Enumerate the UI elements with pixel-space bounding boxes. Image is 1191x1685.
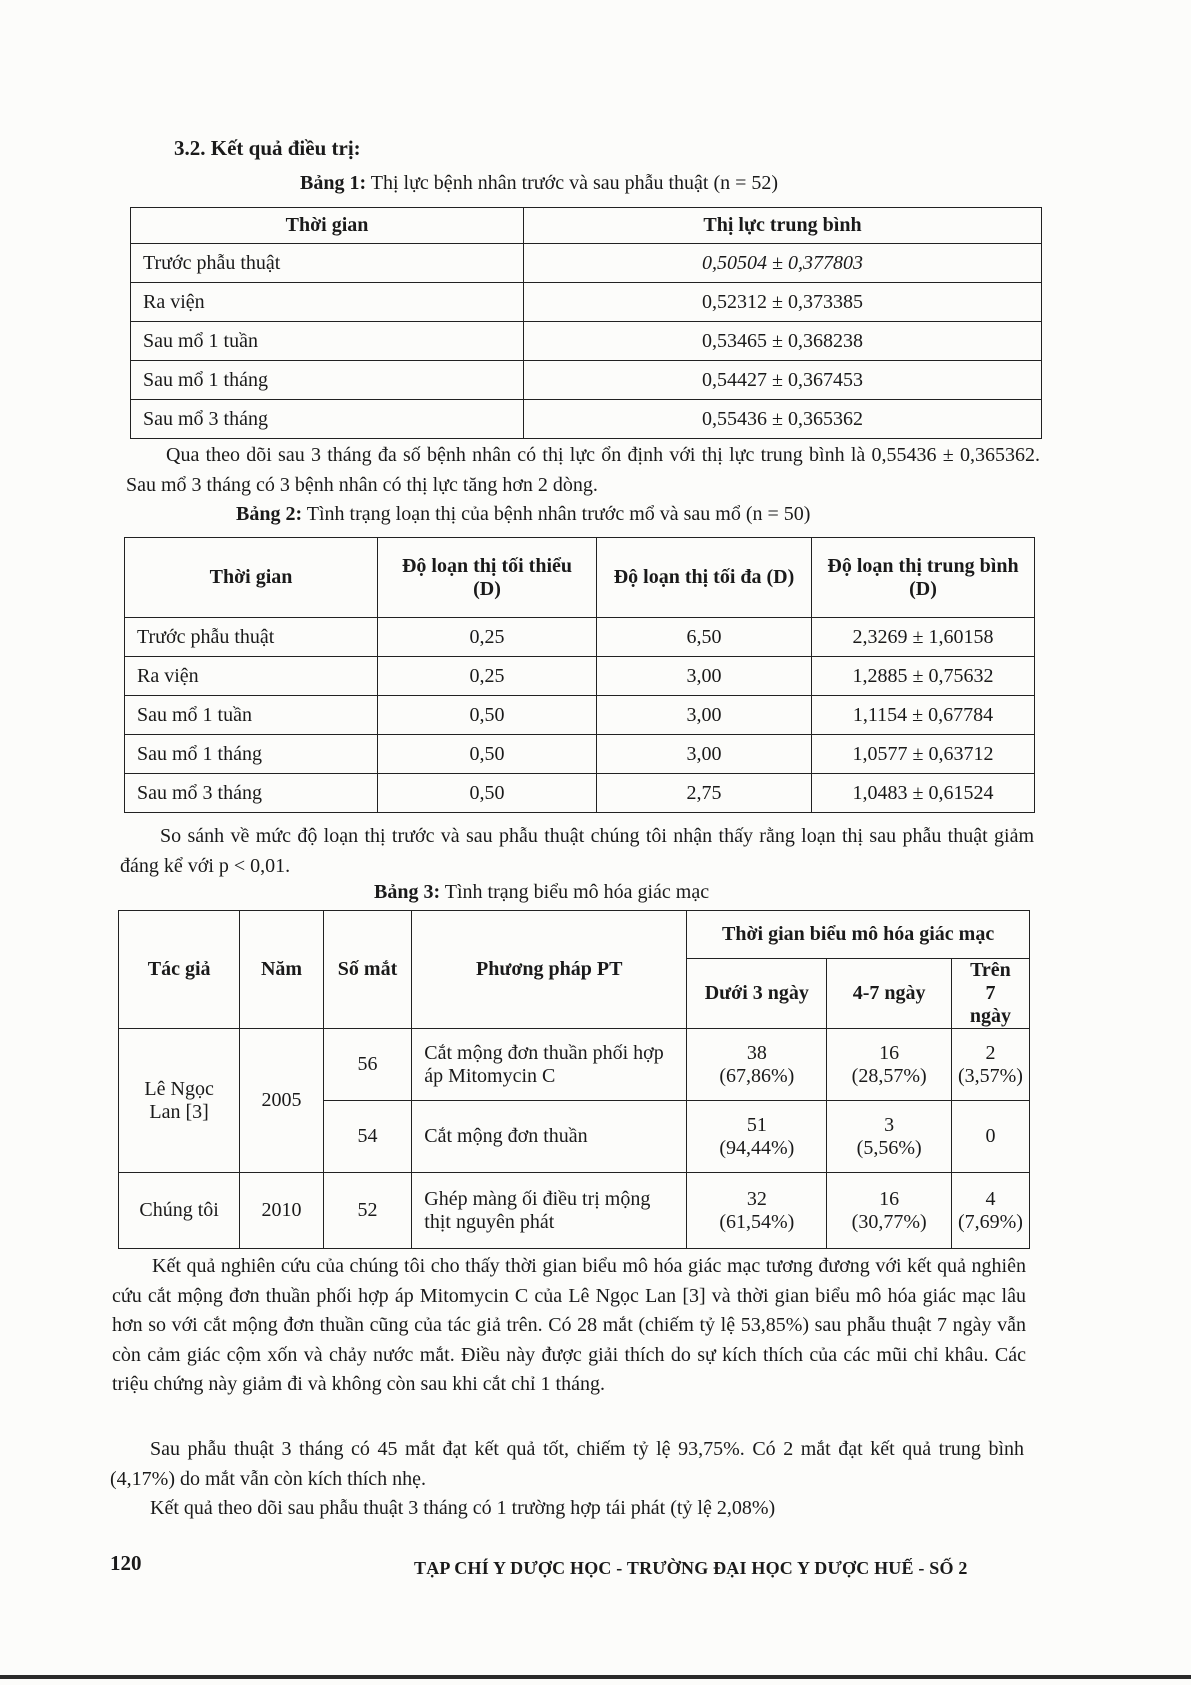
table-cell-method: Cắt mộng đơn thuần phối hợp áp Mitomycin C xyxy=(412,1029,687,1101)
table-cell xyxy=(951,1029,1029,1101)
table-row xyxy=(131,361,1042,400)
table-cell: Sau mổ 1 tuần xyxy=(125,696,378,735)
table-cell: 0,50504 ± 0,377803 xyxy=(524,244,1042,283)
table3-header-over7: Trên 7 ngày xyxy=(951,959,1029,1029)
cell-count: 0 xyxy=(985,1125,996,1147)
table-cell: Sau mổ 1 tháng xyxy=(131,361,524,400)
table-cell xyxy=(951,1173,1029,1249)
table-cell: Ra viện xyxy=(125,657,378,696)
table3-header-4-7: 4-7 ngày xyxy=(827,959,951,1029)
table3-header-group: Thời gian biểu mô hóa giác mạc xyxy=(687,911,1030,959)
table3-caption-label: Bảng 3: xyxy=(374,881,441,903)
table-cell: 1,2885 ± 0,75632 xyxy=(812,657,1035,696)
table-cell: Sau mổ 3 tháng xyxy=(125,774,378,813)
table3-caption xyxy=(374,881,709,904)
table3-header-method: Phương pháp PT xyxy=(412,911,687,1029)
table-cell-year: 2010 xyxy=(240,1173,323,1249)
table-cell xyxy=(827,1101,951,1173)
table1 xyxy=(130,207,1042,439)
table-cell: 0,54427 ± 0,367453 xyxy=(524,361,1042,400)
table2-header-mean: Độ loạn thị trung bình (D) xyxy=(812,538,1035,618)
table-cell: 0,25 xyxy=(378,618,597,657)
cell-percent: (28,57%) xyxy=(851,1064,927,1087)
table-cell: 0,52312 ± 0,373385 xyxy=(524,283,1042,322)
table3-header-eyes: Số mắt xyxy=(323,911,412,1029)
table2-caption xyxy=(236,503,810,526)
cell-count: 16 xyxy=(879,1041,900,1064)
paragraph-4: Sau phẫu thuật 3 tháng có 45 mắt đạt kết quả tốt, chiếm tỷ lệ 93,75%. Có 2 mắt đạt kết quả trung bình (4,17%) do mắt vẫn còn kích thích nhẹ. xyxy=(110,1438,1024,1490)
table1-header-time: Thời gian xyxy=(131,208,524,244)
table-row xyxy=(119,1029,1030,1101)
cell-percent: (94,44%) xyxy=(719,1136,795,1159)
table-row xyxy=(131,283,1042,322)
table-cell xyxy=(827,1173,951,1249)
table-row xyxy=(131,400,1042,439)
cell-count: 3 xyxy=(884,1113,895,1136)
table2-header-max: Độ loạn thị tối đa (D) xyxy=(597,538,812,618)
page-number: 120 xyxy=(110,1551,142,1575)
table-row xyxy=(119,1173,1030,1249)
table-cell xyxy=(687,1173,827,1249)
table-row xyxy=(125,696,1035,735)
table1-header-acuity: Thị lực trung bình xyxy=(524,208,1042,244)
table-cell: Trước phẫu thuật xyxy=(125,618,378,657)
table-cell: 1,0577 ± 0,63712 xyxy=(812,735,1035,774)
table-cell: 0,55436 ± 0,365362 xyxy=(524,400,1042,439)
table-cell: 2,75 xyxy=(597,774,812,813)
table2-header-min: Độ loạn thị tối thiểu (D) xyxy=(378,538,597,618)
section-title: 3.2. Kết quả điều trị: xyxy=(174,136,361,160)
table-cell xyxy=(687,1101,827,1173)
table-cell: 1,1154 ± 0,67784 xyxy=(812,696,1035,735)
table-cell-eyes: 54 xyxy=(323,1101,412,1173)
cell-count: 4 xyxy=(985,1187,996,1210)
cell-percent: (30,77%) xyxy=(851,1210,927,1233)
table2 xyxy=(124,537,1035,813)
table-cell-author: Chúng tôi xyxy=(119,1173,240,1249)
table3-header-author: Tác giả xyxy=(119,911,240,1029)
table-cell xyxy=(687,1029,827,1101)
table-row xyxy=(131,244,1042,283)
cell-count: 2 xyxy=(985,1041,996,1064)
bottom-rule xyxy=(0,1675,1191,1679)
cell-percent: (7,69%) xyxy=(957,1210,1023,1233)
table-cell-eyes: 56 xyxy=(323,1029,412,1101)
table-cell: 0,25 xyxy=(378,657,597,696)
table-cell: 2,3269 ± 1,60158 xyxy=(812,618,1035,657)
table1-caption-text: Thị lực bệnh nhân trước và sau phẫu thuật (n = 52) xyxy=(366,172,779,194)
cell-count: 16 xyxy=(879,1187,900,1210)
table-cell-method: Cắt mộng đơn thuần xyxy=(412,1101,687,1173)
table-cell: 0,50 xyxy=(378,735,597,774)
cell-percent: (61,54%) xyxy=(719,1210,795,1233)
table-cell: 0,50 xyxy=(378,696,597,735)
table1-caption-label: Bảng 1: xyxy=(300,172,367,194)
paragraph-2: So sánh về mức độ loạn thị trước và sau phẫu thuật chúng tôi nhận thấy rằng loạn thị sau phẫu thuật giảm đáng kể với p < 0,01. xyxy=(120,825,1034,877)
table-cell: 3,00 xyxy=(597,657,812,696)
table-cell: Ra viện xyxy=(131,283,524,322)
table-row xyxy=(125,735,1035,774)
table-cell-method: Ghép màng ối điều trị mộng thịt nguyên phát xyxy=(412,1173,687,1249)
table-cell: Sau mổ 1 tháng xyxy=(125,735,378,774)
table-cell: 3,00 xyxy=(597,735,812,774)
cell-count: 32 xyxy=(746,1187,767,1210)
table-cell-eyes: 52 xyxy=(323,1173,412,1249)
table-cell-author: Lê Ngọc Lan [3] xyxy=(119,1029,240,1173)
table-cell: Sau mổ 1 tuần xyxy=(131,322,524,361)
table3-header-year: Năm xyxy=(240,911,323,1029)
table-cell: Trước phẫu thuật xyxy=(131,244,524,283)
table-cell: Sau mổ 3 tháng xyxy=(131,400,524,439)
table2-caption-text: Tình trạng loạn thị của bệnh nhân trước mổ và sau mổ (n = 50) xyxy=(302,503,811,525)
journal-title: TẠP CHÍ Y DƯỢC HỌC - TRƯỜNG ĐẠI HỌC Y DƯỢC HUẾ - SỐ 2 xyxy=(414,1558,968,1578)
table-cell: 1,0483 ± 0,61524 xyxy=(812,774,1035,813)
table-row xyxy=(125,618,1035,657)
table-row xyxy=(131,322,1042,361)
cell-count: 51 xyxy=(746,1113,767,1136)
cell-percent: (3,57%) xyxy=(957,1064,1023,1087)
table-cell: 0,53465 ± 0,368238 xyxy=(524,322,1042,361)
table-cell: 3,00 xyxy=(597,696,812,735)
table3-header-under3: Dưới 3 ngày xyxy=(687,959,827,1029)
table-cell: 0,50 xyxy=(378,774,597,813)
table2-header-time: Thời gian xyxy=(125,538,378,618)
table3-caption-text: Tình trạng biểu mô hóa giác mạc xyxy=(440,881,710,903)
table-cell: 6,50 xyxy=(597,618,812,657)
table-cell-year: 2005 xyxy=(240,1029,323,1173)
table1-caption xyxy=(300,172,778,195)
paragraph-1: Qua theo dõi sau 3 tháng đa số bệnh nhân có thị lực ổn định với thị lực trung bình là 0,55436 ± 0,365362. Sau mổ 3 tháng có 3 bệnh nhân có thị lực tăng hơn 2 dòng. xyxy=(126,444,1040,496)
table-cell xyxy=(951,1101,1029,1173)
cell-count: 38 xyxy=(746,1041,767,1064)
table3 xyxy=(118,910,1030,1249)
cell-percent: (5,56%) xyxy=(856,1136,922,1159)
paragraph-3: Kết quả nghiên cứu của chúng tôi cho thấy thời gian biểu mô hóa giác mạc tương đương với kết quả nghiên cứu cắt mộng đơn thuần phối hợp áp Mitomycin C của Lê Ngọc Lan [3] và thời gian biểu mô hóa giác mạc lâu hơn so với cắt mộng đơn thuần cũng của tác giả trên. Có 28 mắt (chiếm tỷ lệ 53,85%) sau phẫu thuật 7 ngày vẫn còn cảm giác cộm xốn và chảy nước mắt. Điều này được giải thích do sự kích thích của các mũi chỉ khâu. Các triệu chứng này giảm đi và không còn sau khi cắt chỉ 1 tháng. xyxy=(112,1255,1026,1395)
table2-caption-label: Bảng 2: xyxy=(236,503,303,525)
table-row xyxy=(125,774,1035,813)
table-row xyxy=(125,657,1035,696)
paragraph-5: Kết quả theo dõi sau phẫu thuật 3 tháng có 1 trường hợp tái phát (tỷ lệ 2,08%) xyxy=(150,1497,776,1519)
table-cell xyxy=(827,1029,951,1101)
cell-percent: (67,86%) xyxy=(719,1064,795,1087)
